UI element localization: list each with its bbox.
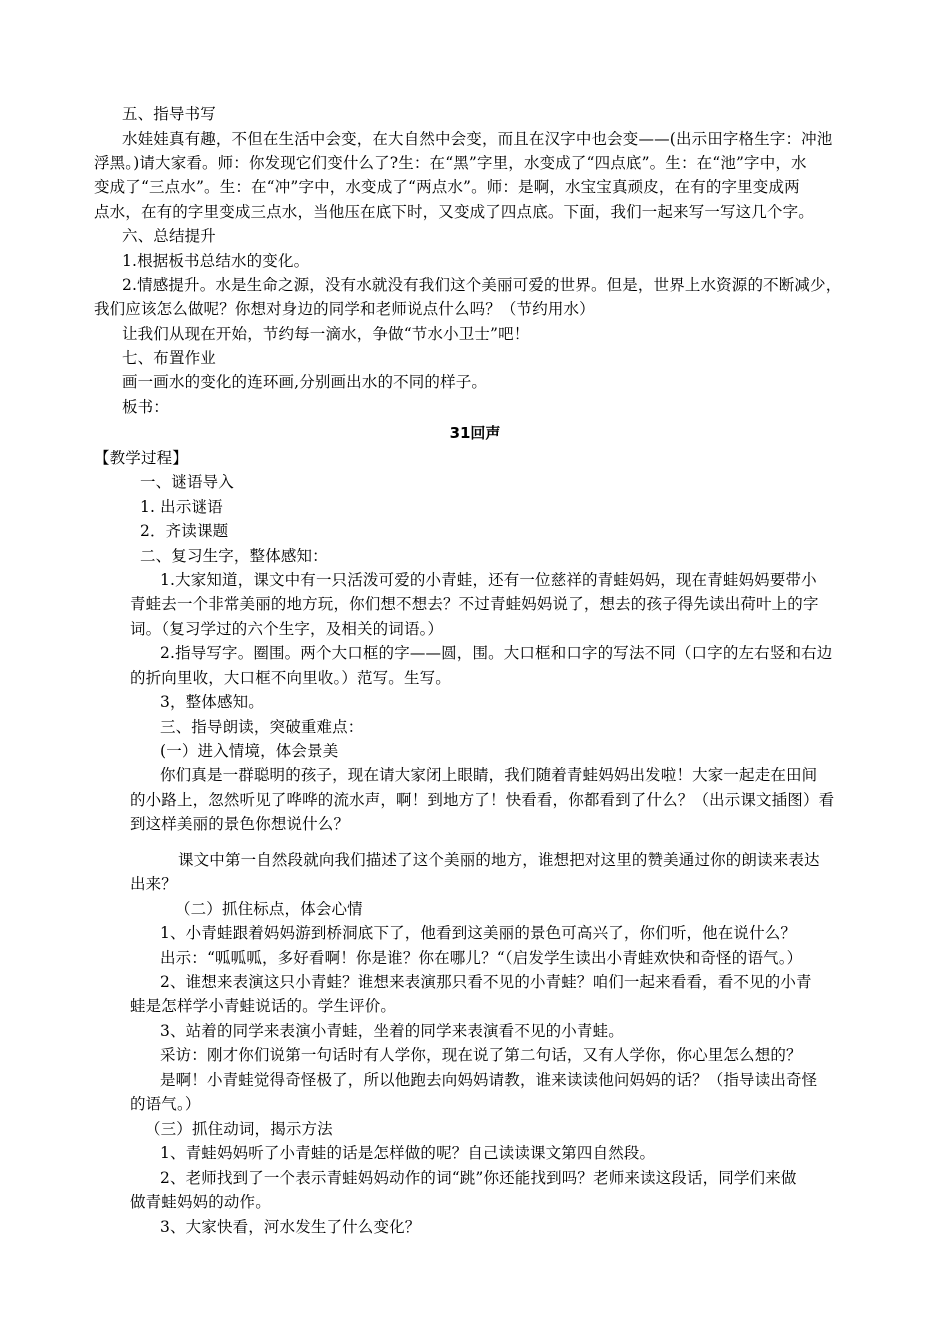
lesson-title: 31回声 xyxy=(449,424,501,442)
paragraph-line: 2、老师找到了一个表示青蛙妈妈动作的词“跳”你还能找到吗？老师来读这段话，同学们来做 xyxy=(160,1169,797,1187)
board-label: 板书： xyxy=(122,398,169,416)
paragraph-line: 1、小青蛙跟着妈妈游到桥洞底下了，他看到这美丽的景色可高兴了，你们听，他在说什么？ xyxy=(160,924,797,942)
subheading: （三）抓住动词，揭示方法 xyxy=(145,1120,333,1138)
paragraph-line: 的语气。） xyxy=(130,1095,201,1113)
paragraph-line: 你们真是一群聪明的孩子，现在请大家闭上眼睛，我们随着青蛙妈妈出发啦！大家一起走在田间 xyxy=(160,766,818,784)
paragraph-line: 让我们从现在开始，节约每一滴水，争做“节水小卫士”吧！ xyxy=(122,325,530,343)
paragraph-line: 1.大家知道，课文中有一只活泼可爱的小青蛙，还有一位慈祥的青蛙妈妈，现在青蛙妈妈要带小 xyxy=(160,571,817,589)
paragraph-line: 词。（复习学过的六个生字，及相关的词语。） xyxy=(130,620,444,638)
paragraph-line: 出示：“呱呱呱，多好看啊！你是谁？你在哪儿？“（启发学生读出小青蛙欢快和奇怪的语气。） xyxy=(160,949,803,967)
section6-heading: 六、总结提升 xyxy=(122,227,216,245)
paragraph-line: 青蛙去一个非常美丽的地方玩，你们想不想去？不过青蛙妈妈说了，想去的孩子得先读出荷叶上的字 xyxy=(130,595,819,613)
paragraph-line: 的小路上，忽然听见了哗哗的流水声，啊！到地方了！快看看，你都看到了什么？（出示课文插图）看 xyxy=(130,791,835,809)
paragraph-line: 3，整体感知。 xyxy=(160,693,264,711)
paragraph-line: 出来？ xyxy=(130,875,177,893)
paragraph-line: 变成了“三点水”。生：在“冲”字中，水变成了“两点水”。师：是啊，水宝宝真顽皮，在有的字里变成两 xyxy=(94,178,800,196)
paragraph-line: 是啊！小青蛙觉得奇怪极了，所以他跑去向妈妈请教，谁来读读他问妈妈的话？（指导读出奇怪 xyxy=(160,1071,818,1089)
subheading: （二）抓住标点，体会心情 xyxy=(175,900,363,918)
paragraph-line: 3、大家快看，河水发生了什么变化？ xyxy=(160,1218,421,1236)
part1-heading: 一、谜语导入 xyxy=(140,473,234,491)
paragraph-line: 我们应该怎么做呢？你想对身边的同学和老师说点什么吗？（节约用水） xyxy=(94,300,595,318)
list-item: 1. 出示谜语 xyxy=(140,498,223,516)
paragraph-line: 点水，在有的字里变成三点水，当他压在底下时，又变成了四点底。下面，我们一起来写一写这几个字。 xyxy=(94,203,814,221)
process-label: 【教学过程】 xyxy=(94,449,188,467)
paragraph-line: 2.指导写字。圈围。两个大口框的字——圆，围。大口框和口字的写法不同（口字的左右竖和右边 xyxy=(160,644,833,662)
paragraph-line: 到这样美丽的景色你想说什么？ xyxy=(130,815,350,833)
part3-heading: 三、指导朗读，突破重难点： xyxy=(160,718,364,736)
paragraph-line: 2、谁想来表演这只小青蛙？谁想来表演那只看不见的小青蛙？咱们一起来看看，看不见的小青 xyxy=(160,973,812,991)
list-item: 2.情感提升。水是生命之源，没有水就没有我们这个美丽可爱的世界。但是，世界上水资源的不断减少， xyxy=(122,276,842,294)
paragraph-line: 浮黑。)请大家看。师：你发现它们变什么了?生：在“黑”字里，水变成了“四点底”。生：在“池”字中，水 xyxy=(94,154,807,172)
paragraph-line: 水娃娃真有趣，不但在生活中会变，在大自然中会变，而且在汉字中也会变——(出示田字格生字：冲池 xyxy=(122,130,833,148)
paragraph-line: 蛙是怎样学小青蛙说话的。学生评价。 xyxy=(130,997,397,1015)
paragraph-line: 画一画水的变化的连环画,分别画出水的不同的样子。 xyxy=(122,373,488,391)
list-item: 2．齐读课题 xyxy=(140,522,229,540)
section5-heading: 五、指导书写 xyxy=(122,105,216,123)
paragraph-line: 课文中第一自然段就向我们描述了这个美丽的地方，谁想把对这里的赞美通过你的朗读来表达 xyxy=(178,851,820,869)
section7-heading: 七、布置作业 xyxy=(122,349,216,367)
paragraph-line: 3、站着的同学来表演小青蛙，坐着的同学来表演看不见的小青蛙。 xyxy=(160,1022,624,1040)
subheading: (一）进入情境，体会景美 xyxy=(160,742,339,760)
paragraph-line: 1、青蛙妈妈听了小青蛙的话是怎样做的呢？自己读读课文第四自然段。 xyxy=(160,1144,656,1162)
list-item: 1.根据板书总结水的变化。 xyxy=(122,252,310,270)
paragraph-line: 的折向里收，大口框不向里收。）范写。生写。 xyxy=(130,669,451,687)
paragraph-line: 做青蛙妈妈的动作。 xyxy=(130,1193,271,1211)
part2-heading: 二、复习生字，整体感知： xyxy=(140,547,328,565)
paragraph-line: 采访：刚才你们说第一句话时有人学你，现在说了第二句话，又有人学你，你心里怎么想的？ xyxy=(160,1046,802,1064)
